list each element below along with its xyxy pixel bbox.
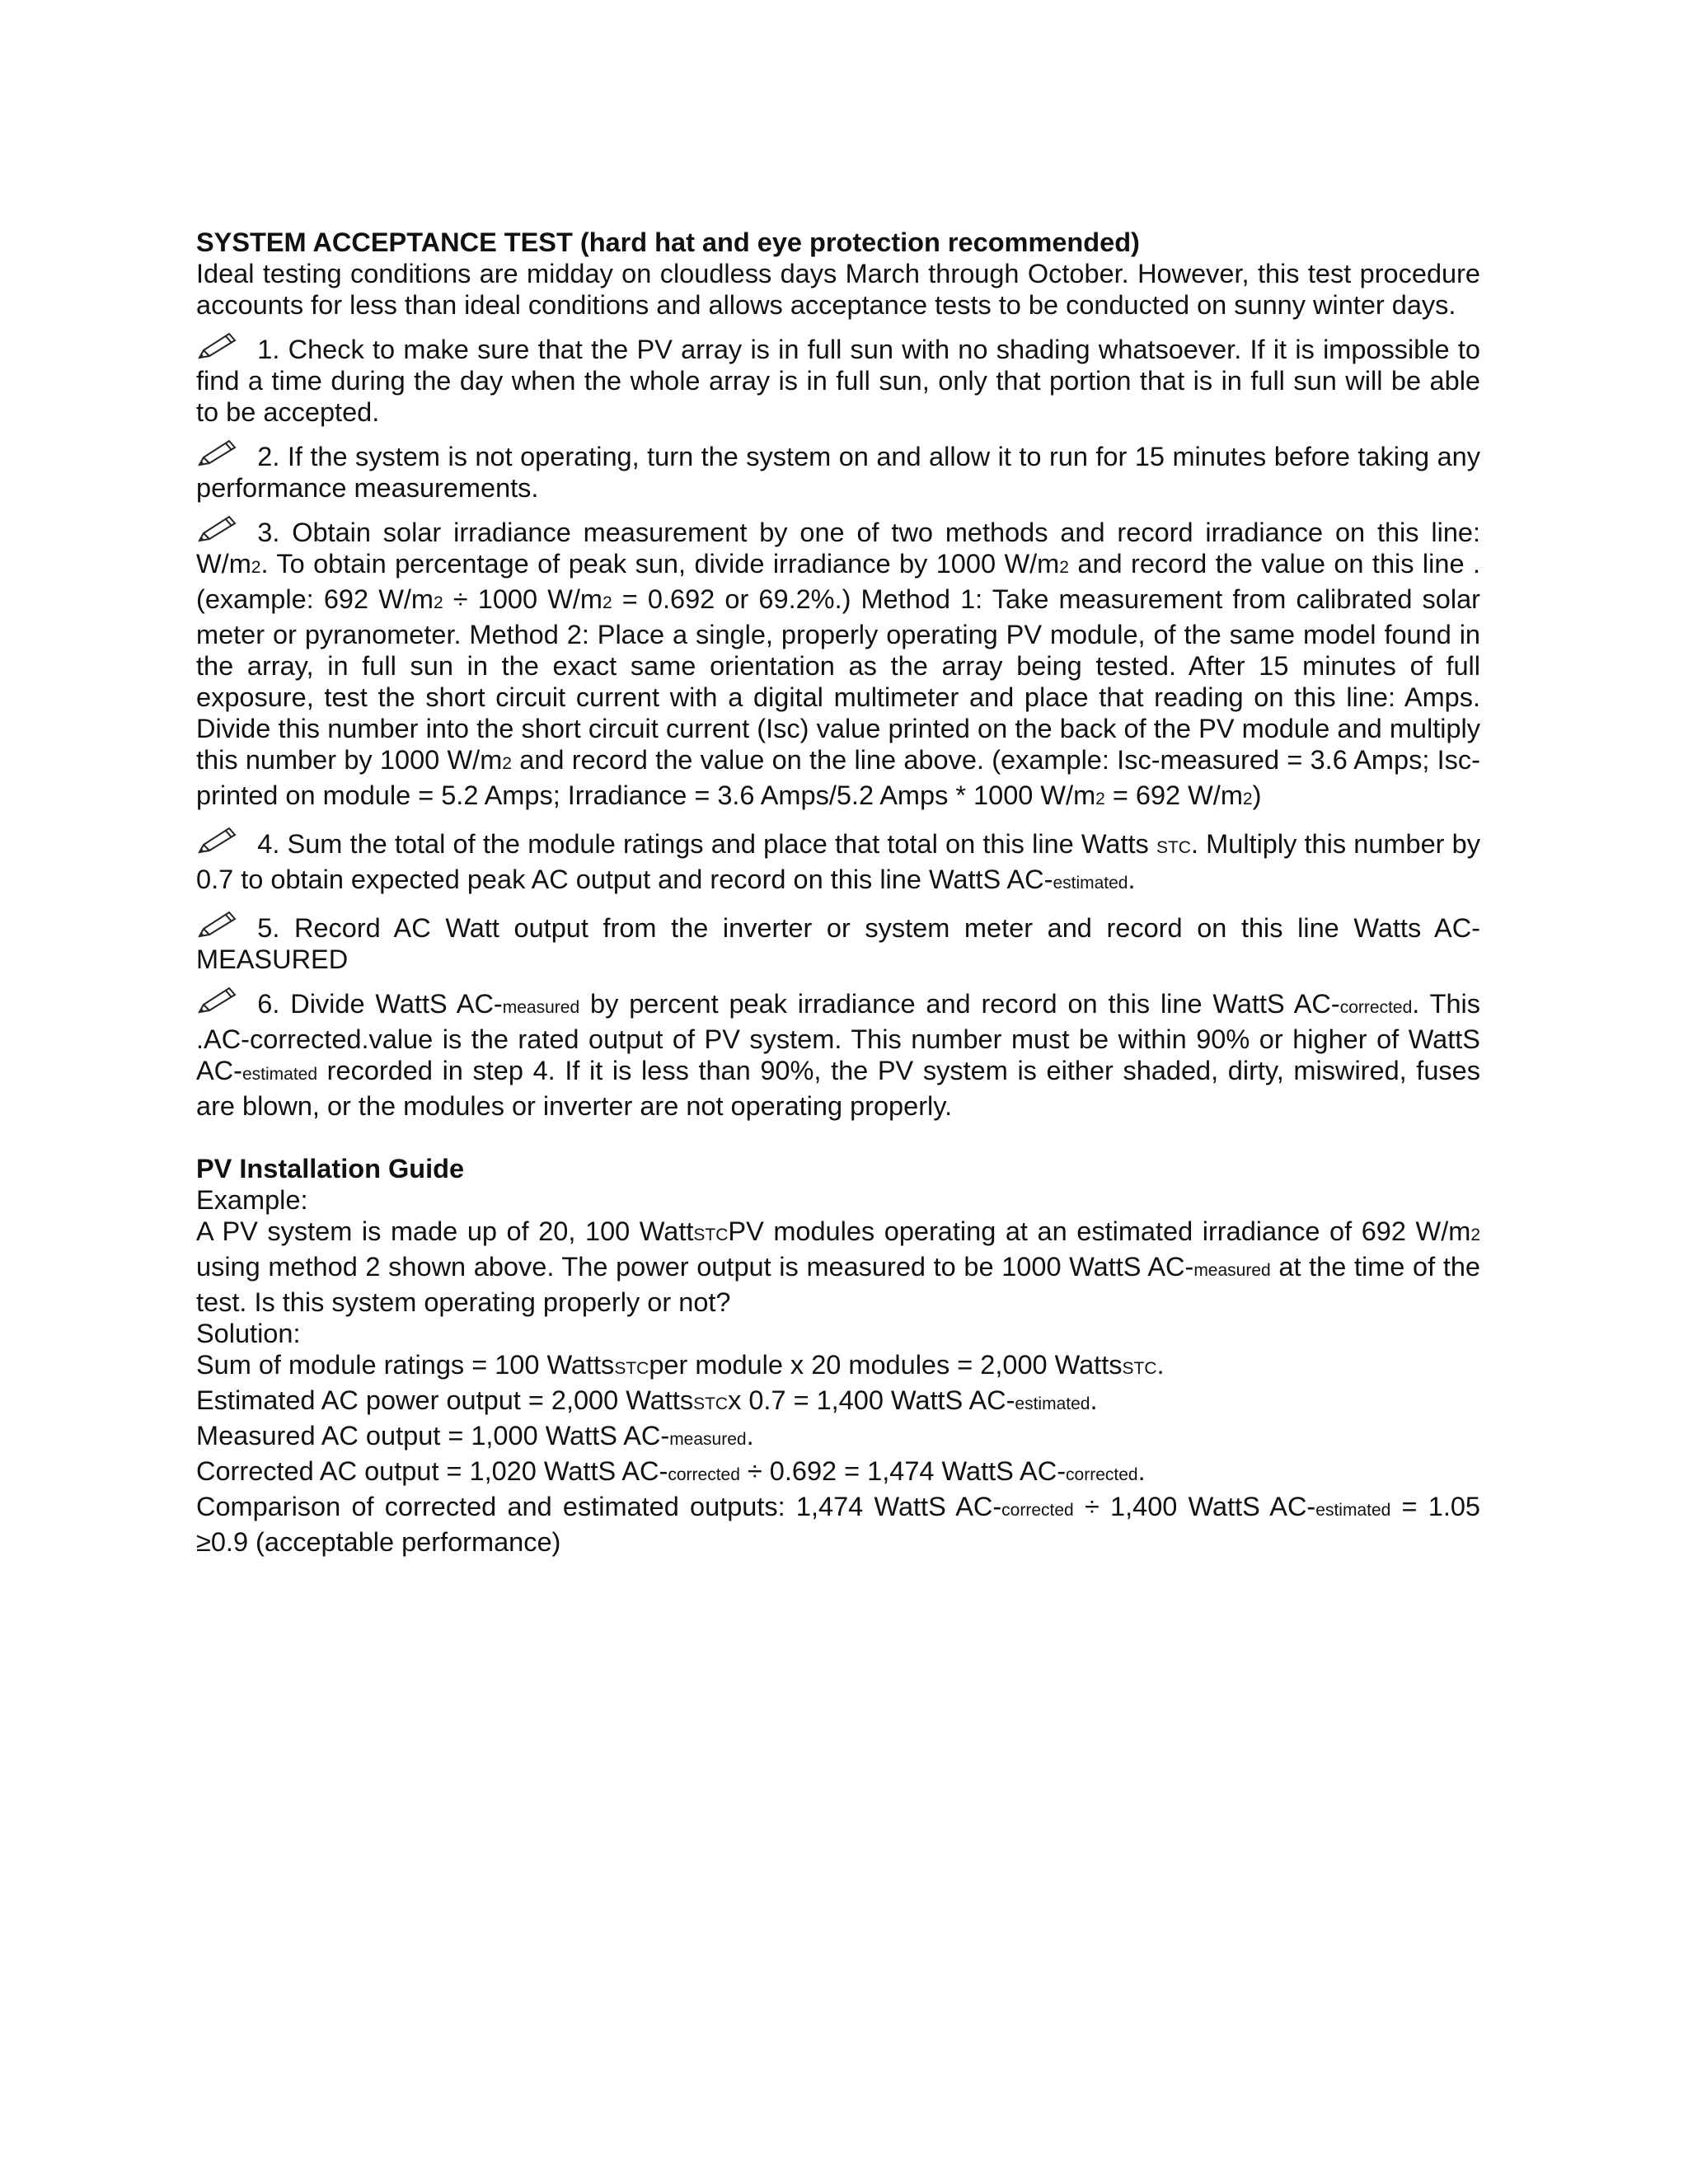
solution-part: Sum of module ratings = 100 Watts	[196, 1350, 615, 1380]
unit-subscript: corrected	[668, 1465, 740, 1484]
unit-subscript: measured	[669, 1430, 747, 1449]
solution-part: per module x 20 modules = 2,000 Watts	[649, 1350, 1123, 1380]
solution-part: x 0.7 = 1,400 WattS AC-	[728, 1385, 1015, 1415]
unit-subscript: STC	[693, 1226, 729, 1244]
unit-subscript: 2	[1242, 790, 1253, 808]
step-3-text: W/m	[196, 549, 251, 579]
solution-line-1	[196, 1349, 1480, 1385]
step-3-text: and record the value on the line above. (example: Isc-measured = 3.6 Amps; Isc-printed on module = 5.2 Amps; Irradiance = 3.6 Amps/5.2 Amps * 1000 W/m	[196, 745, 1480, 810]
unit-subscript: estimated	[1015, 1394, 1090, 1413]
pencil-icon	[196, 513, 239, 543]
solution-part: Estimated AC power output = 2,000 Watts	[196, 1385, 694, 1415]
unit-subscript: STC	[1156, 838, 1191, 857]
step-3	[196, 513, 1480, 815]
step-3-text: and record the value on this line . (example: 692 W/m	[196, 549, 1480, 614]
step-6-text: 6. Divide WattS AC-	[257, 989, 503, 1019]
step-2	[196, 438, 1480, 504]
step-4-text: .	[1128, 865, 1136, 894]
pencil-icon	[196, 825, 239, 855]
step-3-text: 3. Obtain solar irradiance measurement by one of two methods and record irradiance on this line:	[257, 518, 1480, 547]
unit-subscript: 2	[1470, 1226, 1480, 1244]
unit-subscript: corrected	[1066, 1465, 1138, 1484]
solution-part: .	[746, 1421, 754, 1451]
unit-subscript: STC	[693, 1394, 729, 1413]
unit-subscript: estimated	[241, 1065, 318, 1084]
guide-heading: PV Installation Guide	[196, 1154, 465, 1183]
unit-subscript: 2	[1059, 558, 1069, 577]
example-label: Example:	[196, 1185, 308, 1215]
solution-line-2	[196, 1385, 1480, 1420]
step-4	[196, 825, 1480, 899]
solution-part: .	[1090, 1385, 1098, 1415]
unit-subscript: corrected	[1339, 998, 1413, 1017]
unit-subscript: 2	[251, 558, 261, 577]
solution-label: Solution:	[196, 1319, 301, 1348]
solution-part: = 1.05 ≥0.9 (acceptable performance)	[196, 1492, 1481, 1557]
guide-section	[196, 1153, 1480, 1558]
acceptance-heading: SYSTEM ACCEPTANCE TEST (hard hat and eye protection recommended)	[196, 227, 1140, 257]
step-3-text: = 0.692 or 69.2%.) Method 1: Take measurement from calibrated solar meter or pyranometer. Method 2: Place a single, properly operating PV module, of the same model found in the array, in full sun in the exact same orientation as the array being tested. After 15 minutes of full exposure, test the short circuit current with a digital multimeter and place that reading on this line: Amps. Divide this number into the short circuit current (Isc) value printed on the back of the PV module and multiply this number by 1000 W/m	[196, 584, 1480, 775]
step-4-text: 4. Sum the total of the module ratings and place that total on this line Watts	[257, 829, 1149, 859]
unit-subscript: measured	[502, 998, 580, 1017]
solution-part: ÷ 0.692 = 1,474 WattS AC-	[739, 1456, 1067, 1486]
step-3-text: ÷ 1000 W/m	[443, 584, 603, 614]
pencil-icon	[196, 909, 239, 939]
unit-subscript: estimated	[1053, 874, 1128, 893]
unit-subscript: 2	[502, 754, 512, 773]
solution-line-3	[196, 1420, 1480, 1455]
step-5-text: 5. Record AC Watt output from the inverter or system meter and record on this line Watts AC-MEASURED	[196, 913, 1480, 974]
step-2-text: 2. If the system is not operating, turn the system on and allow it to run for 15 minutes before taking any performance measurements.	[196, 442, 1480, 503]
pencil-icon	[196, 985, 239, 1015]
step-4-text: . Multiply this number by 0.7 to obtain expected peak AC output and record on this line WattS AC-	[196, 829, 1480, 894]
step-5	[196, 909, 1480, 975]
step-3-text: = 692 W/m	[1104, 780, 1243, 810]
solution-line-5	[196, 1491, 1480, 1558]
step-6-text: recorded in step 4. If it is less than 90%, the PV system is either shaded, dirty, miswired, fuses are blown, or the modules or inverter are not operating properly.	[196, 1056, 1480, 1121]
step-6	[196, 985, 1480, 1122]
solution-line-4	[196, 1455, 1480, 1491]
example-text	[196, 1216, 1480, 1318]
example-part: at the time of the test. Is this system operating properly or not?	[196, 1252, 1480, 1317]
acceptance-intro: Ideal testing conditions are midday on cloudless days March through October. However, this test procedure accounts for less than ideal conditions and allows acceptance tests to be conducted on sunny winter days.	[196, 259, 1480, 320]
example-part: A PV system is made up of 20, 100 Watt	[196, 1216, 694, 1246]
unit-subscript: 2	[433, 593, 443, 612]
solution-part: Comparison of corrected and estimated outputs: 1,474 WattS AC-	[196, 1492, 1002, 1521]
unit-subscript: STC	[1122, 1359, 1157, 1378]
solution-part: .	[1137, 1456, 1146, 1486]
solution-part: ÷ 1,400 WattS AC-	[1073, 1492, 1316, 1521]
solution-part: .	[1156, 1350, 1165, 1380]
pencil-icon	[196, 330, 239, 360]
solution-part: Corrected AC output = 1,020 WattS AC-	[196, 1456, 668, 1486]
example-part: using method 2 shown above. The power output is measured to be 1000 WattS AC-	[196, 1252, 1194, 1282]
unit-subscript: 2	[1095, 790, 1105, 808]
step-3-text: . To obtain percentage of peak sun, divide irradiance by 1000 W/m	[260, 549, 1060, 579]
unit-subscript: 2	[602, 593, 612, 612]
pencil-icon	[196, 438, 239, 467]
unit-subscript: estimated	[1315, 1501, 1391, 1520]
step-3-text: )	[1252, 780, 1262, 810]
solution-part: Measured AC output = 1,000 WattS AC-	[196, 1421, 670, 1451]
step-1	[196, 330, 1480, 428]
unit-subscript: corrected	[1001, 1501, 1074, 1520]
acceptance-section	[196, 227, 1480, 1122]
step-6-text: . This .AC-corrected.value is the rated output of PV system. This number must be within 90% or higher of WattS AC-	[196, 989, 1480, 1085]
step-6-text: by percent peak irradiance and record on this line WattS AC-	[579, 989, 1340, 1019]
example-part: PV modules operating at an estimated irradiance of 692 W/m	[728, 1216, 1471, 1246]
unit-subscript: measured	[1193, 1261, 1271, 1280]
step-1-text: 1. Check to make sure that the PV array is in full sun with no shading whatsoever. If it is impossible to find a time during the day when the whole array is in full sun, only that portion that is in full sun will be able to be accepted.	[196, 335, 1480, 427]
unit-subscript: STC	[614, 1359, 649, 1378]
